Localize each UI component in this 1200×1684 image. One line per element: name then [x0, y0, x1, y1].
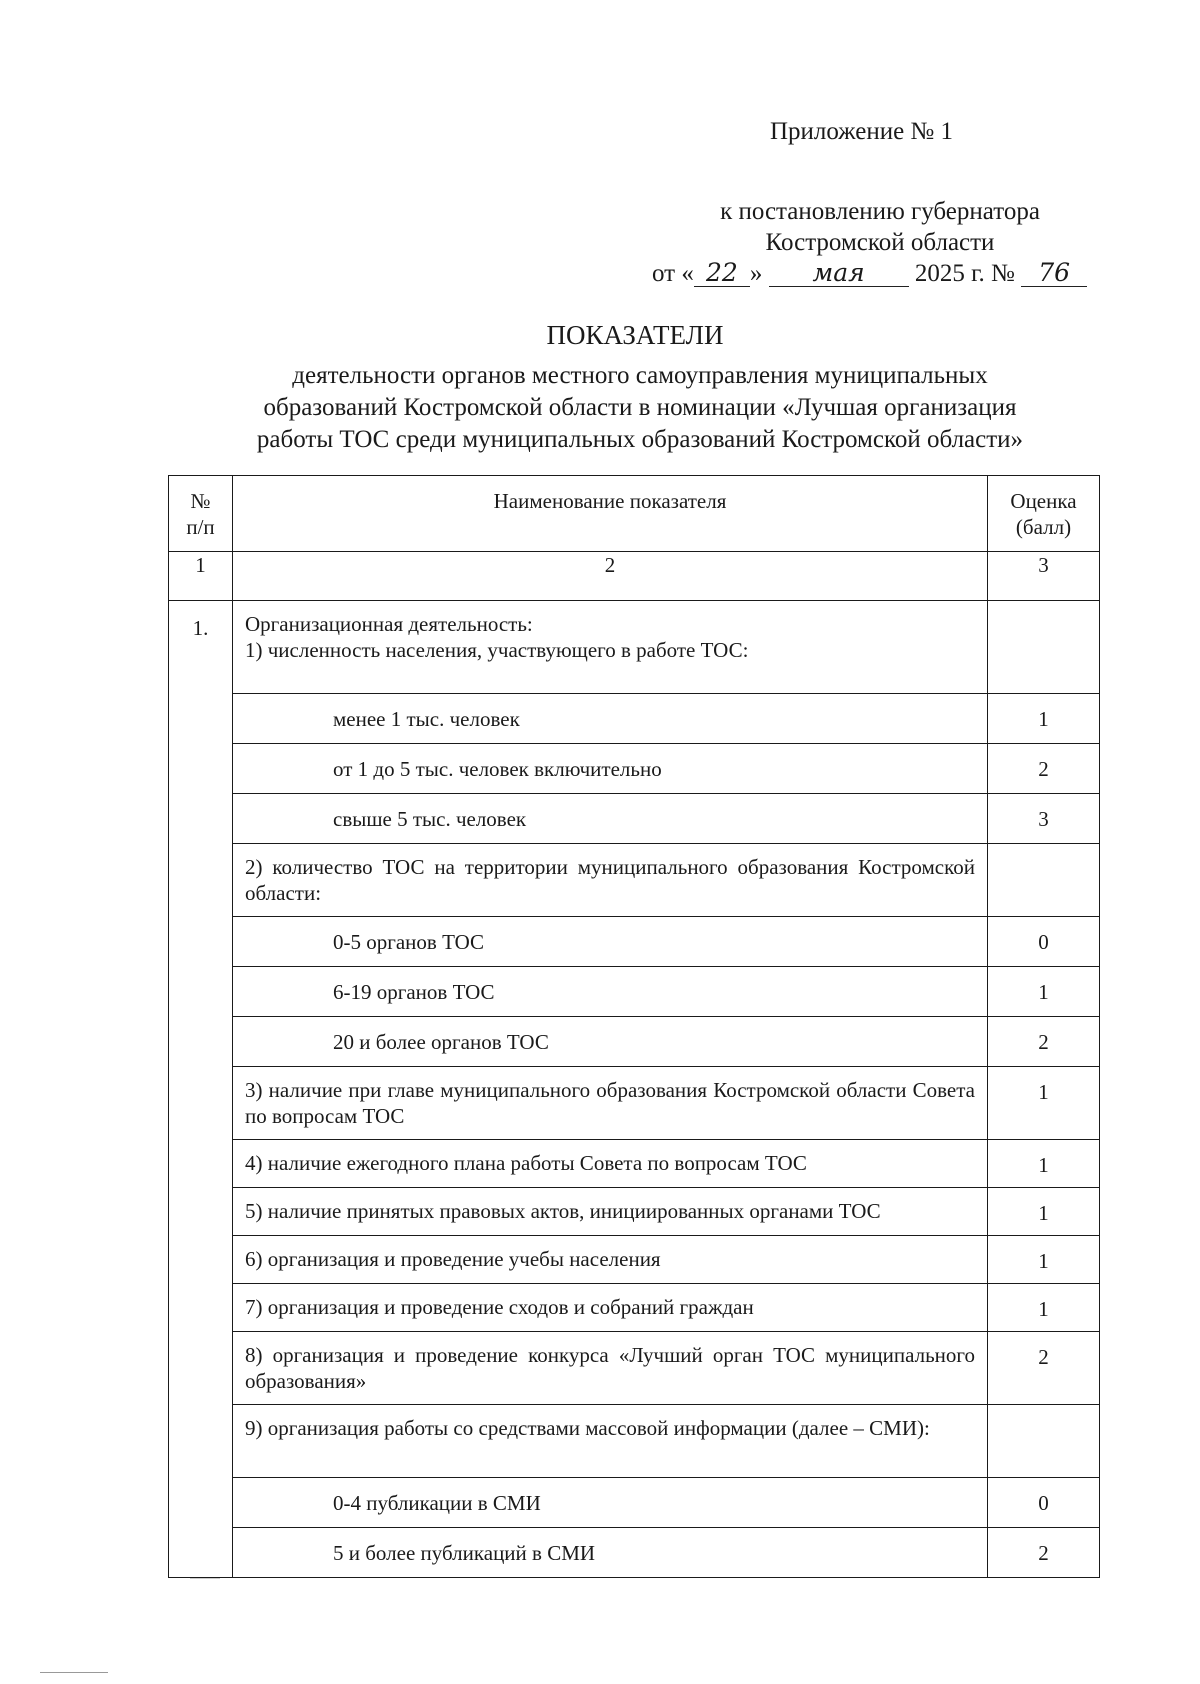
scan-artifact-line: [40, 1672, 108, 1673]
date-prefix: от «: [652, 260, 694, 287]
indicator-score: 1: [988, 1236, 1100, 1284]
region-line: Костромской области: [765, 229, 995, 256]
subtitle-line: работы ТОС среди муниципальных образований Костромской области»: [256, 426, 1024, 453]
indicator-name: 9) организация работы со средствами массовой информации (далее – СМИ):: [233, 1405, 988, 1478]
indicator-name: менее 1 тыс. человек: [233, 694, 988, 744]
table-row: [169, 601, 1100, 694]
table-row: [169, 1188, 1100, 1236]
indicator-score: 2: [988, 744, 1100, 794]
indicator-name: 4) наличие ежегодного плана работы Совета по вопросам ТОС: [233, 1140, 988, 1188]
column-numbering-row: [169, 552, 1100, 601]
indicator-name: 6-19 органов ТОС: [233, 967, 988, 1017]
decree-date-line: [652, 260, 1087, 288]
indicator-name: 5) наличие принятых правовых актов, инициированных органами ТОС: [233, 1188, 988, 1236]
indicator-name: 6) организация и проведение учебы населения: [233, 1236, 988, 1284]
document-subtitle: [150, 360, 1130, 456]
indicator-name: 2) количество ТОС на территории муниципального образования Костромской области:: [233, 844, 988, 917]
indicator-score: 0: [988, 917, 1100, 967]
table-row: [169, 917, 1100, 967]
table-header-row: [169, 476, 1100, 552]
indicator-name: 0-5 органов ТОС: [233, 917, 988, 967]
col-number-1: 1: [169, 552, 233, 601]
table-row: [169, 1140, 1100, 1188]
table-row: [169, 1284, 1100, 1332]
handwritten-day: 22: [694, 260, 750, 287]
table-row: [169, 1332, 1100, 1405]
indicator-name: Организационная деятельность: 1) численность населения, участвующего в работе ТОС:: [233, 601, 988, 694]
indicator-score: 2: [988, 1528, 1100, 1578]
scan-artifact-line: [190, 1578, 220, 1579]
col-header-score: Оценка (балл): [988, 476, 1100, 552]
handwritten-month: мая: [769, 260, 909, 287]
col-number-2: 2: [233, 552, 988, 601]
date-close: »: [749, 260, 763, 287]
indicator-name: свыше 5 тыс. человек: [233, 794, 988, 844]
indicators-table: [168, 475, 1100, 1578]
indicator-score: [988, 844, 1100, 917]
table-row: [169, 1236, 1100, 1284]
indicator-score: 2: [988, 1332, 1100, 1405]
table-row: [169, 1067, 1100, 1140]
indicator-name: 5 и более публикаций в СМИ: [233, 1528, 988, 1578]
table-row: [169, 1405, 1100, 1478]
decree-line: к постановлению губернатора: [720, 198, 1040, 225]
indicator-score: 3: [988, 794, 1100, 844]
indicator-name: от 1 до 5 тыс. человек включительно: [233, 744, 988, 794]
table-row: [169, 1017, 1100, 1067]
indicator-score: 2: [988, 1017, 1100, 1067]
indicator-score: 1: [988, 1188, 1100, 1236]
table-row: [169, 1528, 1100, 1578]
document-title: ПОКАЗАТЕЛИ: [546, 320, 724, 350]
table-row: [169, 694, 1100, 744]
col-number-3: 3: [988, 552, 1100, 601]
indicator-name: 8) организация и проведение конкурса «Лучший орган ТОС муниципального образования»: [233, 1332, 988, 1405]
decree-reference: [610, 196, 1150, 258]
date-year: 2025 г. №: [914, 260, 1015, 287]
indicator-score: 0: [988, 1478, 1100, 1528]
table-row: [169, 844, 1100, 917]
indicator-score: [988, 601, 1100, 694]
indicator-score: 1: [988, 1284, 1100, 1332]
table-row: [169, 1478, 1100, 1528]
table-row: [169, 967, 1100, 1017]
indicator-score: 1: [988, 694, 1100, 744]
subtitle-line: образований Костромской области в номинации «Лучшая организация: [263, 394, 1017, 421]
indicator-name: 3) наличие при главе муниципального образования Костромской области Совета по вопросам ТОС: [233, 1067, 988, 1140]
indicator-score: [988, 1405, 1100, 1478]
col-header-name: Наименование показателя: [233, 476, 988, 552]
indicator-score: 1: [988, 967, 1100, 1017]
indicator-score: 1: [988, 1140, 1100, 1188]
col-header-number: № п/п: [169, 476, 233, 552]
handwritten-decree-number: 76: [1021, 260, 1087, 287]
indicator-name: 0-4 публикации в СМИ: [233, 1478, 988, 1528]
section-number: 1.: [169, 601, 233, 1578]
subtitle-line: деятельности органов местного самоуправления муниципальных: [292, 362, 988, 389]
indicator-score: 1: [988, 1067, 1100, 1140]
table-row: [169, 744, 1100, 794]
table-row: [169, 794, 1100, 844]
annex-title: Приложение № 1: [770, 118, 954, 145]
indicator-name: 7) организация и проведение сходов и собраний граждан: [233, 1284, 988, 1332]
indicator-name: 20 и более органов ТОС: [233, 1017, 988, 1067]
